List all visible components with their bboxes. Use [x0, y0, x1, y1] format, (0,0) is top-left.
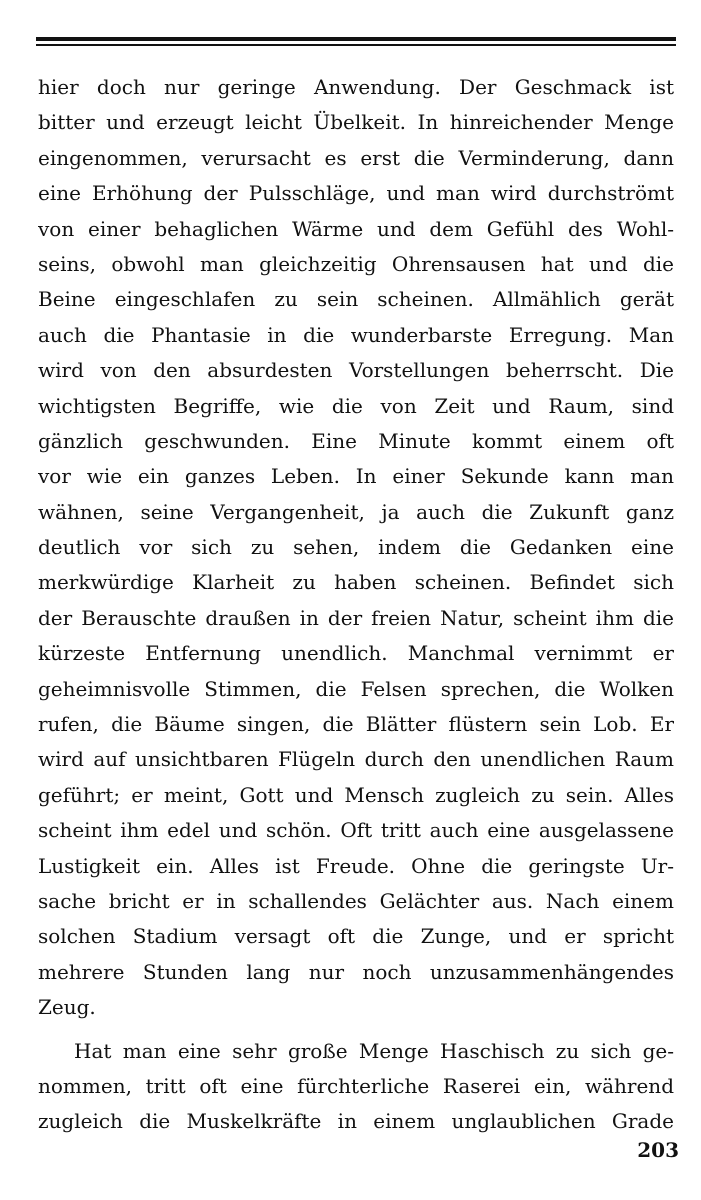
text-line: eine Erhöhung der Pulsschläge, und man wird durchströmt	[38, 181, 674, 206]
text-line: Hat man eine sehr große Menge Haschisch zu sich ge-	[74, 1038, 674, 1063]
page-body	[38, 70, 674, 1140]
text-line: hier doch nur geringe Anwendung. Der Geschmack ist	[38, 75, 674, 99]
text-line: Beine eingeschlafen zu sein scheinen. Allmählich gerät	[38, 287, 674, 312]
header-rule-thin	[36, 44, 676, 46]
text-line: sache bricht er in schallendes Gelächter aus. Nach einem	[38, 888, 674, 913]
paragraph-2	[38, 1034, 674, 1140]
text-line: nommen, tritt oft eine fürchterliche Raserei ein, während	[38, 1073, 674, 1098]
text-line: von einer behaglichen Wärme und dem Gefühl des Wohl-	[38, 216, 674, 241]
text-line: rufen, die Bäume singen, die Blätter flüstern sein Lob. Er	[38, 712, 674, 737]
text-line: vor wie ein ganzes Leben. In einer Sekunde kann man	[38, 464, 674, 489]
text-line: kürzeste Entfernung unendlich. Manchmal vernimmt er	[38, 641, 674, 666]
text-line: geheimnisvolle Stimmen, die Felsen sprechen, die Wolken	[38, 676, 674, 701]
text-line: gänzlich geschwunden. Eine Minute kommt einem oft	[38, 428, 674, 453]
text-line: wird von den absurdesten Vorstellungen beherrscht. Die	[38, 358, 674, 383]
text-line: scheint ihm edel und schön. Oft tritt auch eine ausgelassene	[38, 818, 674, 843]
text-line: auch die Phantasie in die wunderbarste Erregung. Man	[38, 322, 674, 347]
paragraph-1	[38, 70, 674, 1026]
text-line: deutlich vor sich zu sehen, indem die Gedanken eine	[38, 535, 674, 560]
text-line: Lustigkeit ein. Alles ist Freude. Ohne die geringste Ur-	[38, 853, 674, 878]
text-line: eingenommen, verursacht es erst die Verminderung, dann	[38, 145, 674, 170]
text-line: wird auf unsichtbaren Flügeln durch den unendlichen Raum	[38, 747, 674, 772]
text-line: Zeug.	[38, 995, 96, 1020]
text-line: zugleich die Muskelkräfte in einem unglaublichen Grade	[38, 1109, 674, 1134]
header-rule-thick	[36, 37, 676, 41]
text-line: merkwürdige Klarheit zu haben scheinen. Befindet sich	[38, 570, 674, 595]
page-number: 203	[637, 1138, 679, 1162]
text-line: seins, obwohl man gleichzeitig Ohrensausen hat und die	[38, 251, 674, 276]
text-line: mehrere Stunden lang nur noch unzusammenhängendes	[38, 959, 674, 984]
text-line: wähnen, seine Vergangenheit, ja auch die Zukunft ganz	[38, 499, 674, 524]
text-line: der Berauschte draußen in der freien Natur, scheint ihm die	[38, 605, 674, 630]
text-line: geführt; er meint, Gott und Mensch zugleich zu sein. Alles	[38, 782, 674, 807]
text-line: bitter und erzeugt leicht Übelkeit. In hinreichender Menge	[38, 110, 674, 135]
paragraph-gap	[38, 1026, 674, 1034]
text-line: wichtigsten Begriffe, wie die von Zeit und Raum, sind	[38, 393, 674, 418]
text-line: solchen Stadium versagt oft die Zunge, und er spricht	[38, 924, 674, 949]
